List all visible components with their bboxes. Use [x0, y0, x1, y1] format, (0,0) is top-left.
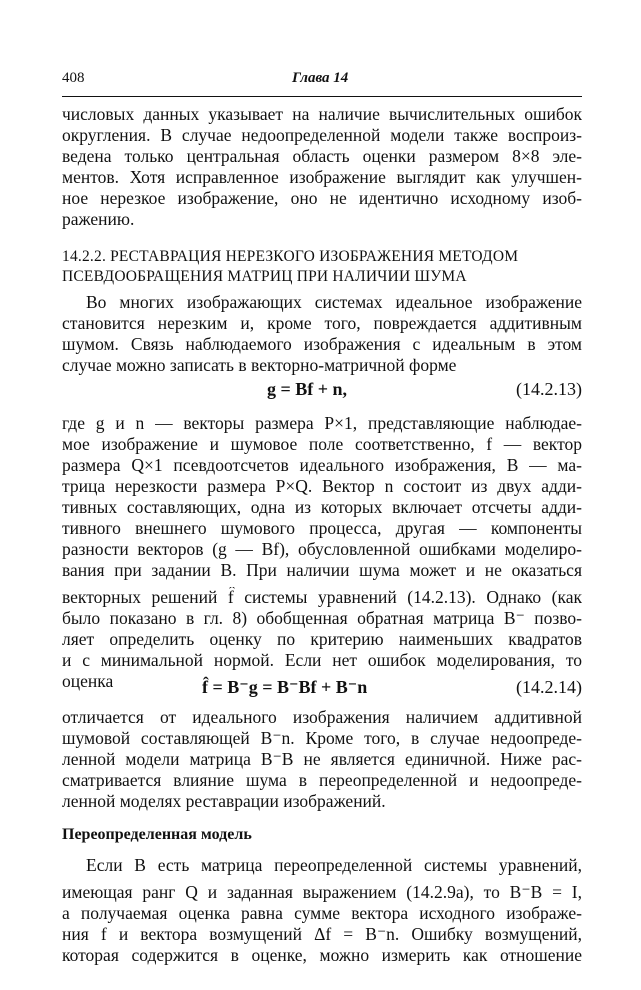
text-line: которая содержится в оценке, можно измерить как отношение [62, 945, 582, 965]
text-line: отличается от идеального изображения наличием аддитивной [62, 707, 582, 727]
text-line: ражению. [62, 209, 135, 229]
paragraph-2 [62, 413, 582, 692]
text-line: вания при задании B. При наличии шума может и не оказаться [62, 560, 582, 580]
text-line: а получаемая оценка равна сумме вектора исходного изображе- [62, 903, 582, 923]
text-line: было показано в гл. 8) обобщенная обратная матрица B⁻ позво- [62, 608, 582, 628]
text-line: случае можно записать в векторно-матричной форме [62, 355, 457, 375]
text-line: ленной модели матрица B⁻B не является единичной. Ниже рас- [62, 749, 582, 769]
page-number: 408 [62, 70, 85, 86]
text-line: Если B есть матрица переопределенной системы уравнений, [86, 855, 582, 875]
subsection-heading: Переопределенная модель [62, 826, 252, 843]
text-line: ведена только центральная область оценки размером 8×8 эле- [62, 146, 582, 166]
equation-14-2-14 [62, 677, 582, 701]
paragraph-4 [62, 855, 582, 966]
text-line: оценка [62, 671, 114, 691]
header-rule [62, 96, 582, 97]
text-line: округления. В случае недоопределенной модели также воспроиз- [62, 125, 582, 145]
text-line: сматривается влияние шума в переопределенной и недоопреде- [62, 770, 582, 790]
text-line: трица нерезкости размера P×Q. Вектор n состоит из двух адди- [62, 476, 582, 496]
text-line: Во многих изображающих системах идеальное изображение [86, 292, 582, 312]
paragraph-1 [62, 292, 582, 376]
section-title [62, 247, 582, 287]
equation-number: (14.2.14) [516, 677, 582, 697]
text-line: шумовой составляющей B⁻n. Кроме того, в случае недоопреде- [62, 728, 582, 748]
text-line: векторных решений f̂ системы уравнений (14.2.13). Однако (как [62, 587, 582, 607]
page-header [62, 66, 582, 90]
paragraph-top [62, 104, 582, 230]
text-line: имеющая ранг Q и заданная выражением (14.2.9a), то B⁻B = I, [62, 882, 582, 902]
text-line: размера Q×1 псевдоотсчетов идеального изображения, B — ма- [62, 455, 582, 475]
text-line: где g и n — векторы размера P×1, представляющие наблюдае- [62, 413, 582, 433]
running-head: Глава 14 [292, 70, 349, 86]
text-line: тивного внешнего шумового процесса, другая — компоненты [62, 518, 582, 538]
section-title-line: ПСЕВДООБРАЩЕНИЯ МАТРИЦ ПРИ НАЛИЧИИ ШУМА [62, 268, 467, 285]
text-line: становится нерезким и, кроме того, повреждается аддитивным [62, 313, 582, 333]
text-line: разности векторов (g — Bf), обусловленной ошибками моделиро- [62, 539, 582, 559]
equation-14-2-13 [62, 379, 582, 403]
equation-expression: f̂ = B⁻g = B⁻Bf + B⁻n [202, 677, 368, 697]
equation-expression: g = Bf + n, [267, 379, 348, 399]
text-line: шумом. Связь наблюдаемого изображения с идеальным в этом [62, 334, 582, 354]
text-line: и с минимальной нормой. Если нет ошибок моделирования, то [62, 650, 582, 670]
text-line: ментов. Хотя исправленное изображение выглядит как улучшен- [62, 167, 582, 187]
paragraph-3 [62, 707, 582, 812]
section-title-line: 14.2.2. РЕСТАВРАЦИЯ НЕРЕЗКОГО ИЗОБРАЖЕНИЯ МЕТОДОМ [62, 248, 519, 265]
text-line: ния f и вектора возмущений Δf = B⁻n. Ошибку возмущений, [62, 924, 582, 944]
text-line: ляет определить оценку по критерию наименьших квадратов [62, 629, 582, 649]
text-line: числовых данных указывает на наличие вычислительных ошибок [62, 104, 582, 124]
text-line: ленной моделях реставрации изображений. [62, 791, 386, 811]
text-line: ное нерезкое изображение, оно не идентично исходному изоб- [62, 188, 582, 208]
text-line: тивных составляющих, одна из которых включает отсчеты адди- [62, 497, 582, 517]
text-line: мое изображение и шумовое поле соответственно, f — вектор [62, 434, 582, 454]
equation-number: (14.2.13) [516, 379, 582, 399]
